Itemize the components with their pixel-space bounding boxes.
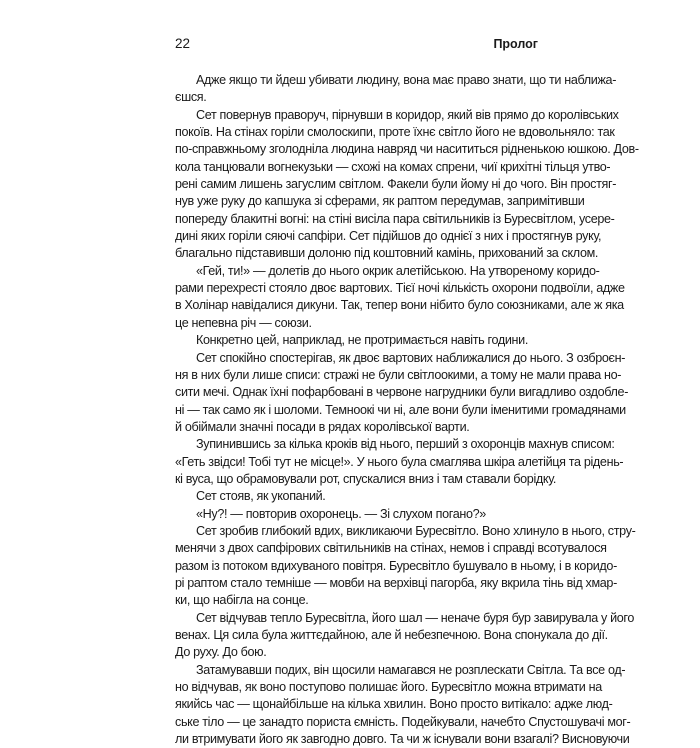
text-line: венах. Ця сила була життєдайною, але й небезпечною. Вона спонукала до дії. [175,628,608,642]
text-line: й обіймали значні посади в рядах королівської варти. [175,419,470,434]
text-line: ні — так само як і шоломи. Темноокі чи ні, але вони були іменитими громадянами [175,402,626,417]
body-text [175,72,639,748]
text-line: рені самим лишень загуслим світлом. Факели були йому ні до чого. Він простяг- [175,177,617,192]
text-line: сити мечі. Однак їхні пофарбовані в червоне нагрудники були вигадливо оздобле- [175,385,629,400]
text-line: но відчував, як воно поступово полишає його. Буресвітло можна втримати на [175,680,602,695]
text-line: Сет стояв, як укопаний. [196,489,326,504]
text-line: «Геть звідси! Тобі тут не місце!». У нього була смаглява шкіра алетійця та рідень- [175,454,624,469]
text-line: рами перехресті стояло двоє вартових. Тієї ночі кількість охорони подвоїли, адже [175,281,625,296]
text-line: це непевна річ — союзи. [175,315,312,330]
text-line: нув уже руку до капшука зі сферами, як раптом передумав, запримітивши [175,194,585,209]
text-line: кола танцювали вогнекузьки — схожі на комах спрени, чиї крихітні тільця утво- [175,159,611,174]
text-line: «Ну?! — повторив охоронець. — Зі слухом погано?» [196,506,486,521]
text-line: якийсь час — щонайбільше на кілька хвилин. Воно просто витікало: адже люд- [175,697,613,712]
text-line: єшся. [175,90,207,105]
text-line: кі вуса, що обрамовували рот, спускалися вниз і там ставали борідку. [175,471,557,486]
text-line: разом із потоком вдихуваного повітря. Буресвітло бушувало в ньому, і в коридо- [175,558,617,573]
text-line: рі раптом стало темніше — мовби на верхівці пагорба, яку вкрила тінь від хмар- [175,575,617,590]
text-line: ня в них були лише списи: стражі не були світлоокими, а тому не мали права но- [175,367,622,382]
text-line: попереду блакитні вогні: на стіні висіла пара світильників із Буресвітлом, усере- [175,211,615,226]
text-line: Сет відчував тепло Буресвітла, його шал — неначе буря бур завирувала у його [196,610,635,625]
text-line: по-справжньому зголодніла людина навряд чи насититься рідненькою юшкою. Дов- [175,142,639,157]
text-line: Сет зробив глибокий вдих, викликаючи Буресвітло. Воно хлинуло в нього, стру- [196,523,636,538]
text-line: дині яких горіли сяючі сапфіри. Сет підійшов до однієї з них і простягнув руку, [175,229,602,244]
text-line: «Гей, ти!» — долетів до нього окрик алетійською. На утвореному коридо- [196,263,600,278]
text-line: ки, що набігла на сонце. [175,593,309,608]
text-line: благально підставивши долоню під коштовний камінь, прихований за склом. [175,246,599,261]
text-line: Конкретно цей, наприклад, не протримається навіть години. [196,333,528,348]
text-line: Адже якщо ти йдеш убивати людину, вона має право знати, що ти наближа- [196,73,617,87]
page-number: 22 [175,36,191,51]
text-line: Зупинившись за кілька кроків від нього, перший з охоронців махнув списом: [196,437,615,452]
text-line: До руху. До бою. [175,645,267,660]
text-line: в Холінар навідалися дикуни. Так, тепер вони нібито було союзниками, але ж яка [175,298,624,313]
text-line: Затамувавши подих, він щосили намагався не розплескати Світла. Та все од- [196,662,626,677]
text-line: Сет повернув праворуч, пірнувши в коридор, який вів прямо до королівських [196,107,619,122]
running-title: Пролог [493,37,538,51]
text-line: ське тіло — це занадто пориста ємність. Подейкували, начебто Спустошувачі мог- [175,714,631,729]
text-line: менячи з двох сапфірових світильників на стінах, немов і справді всотувалося [175,541,607,556]
page-header [175,36,538,54]
text-line: покоїв. На стінах горіли смолоскипи, проте їхнє світло його не вдовольняло: так [175,125,615,140]
text-line: ли втримувати його як завгодно довго. Та чи ж існували вони взагалі? Висновуючи [175,732,630,747]
text-line: Сет спокійно спостерігав, як двоє вартових наближалися до нього. З озброєн- [196,350,626,365]
